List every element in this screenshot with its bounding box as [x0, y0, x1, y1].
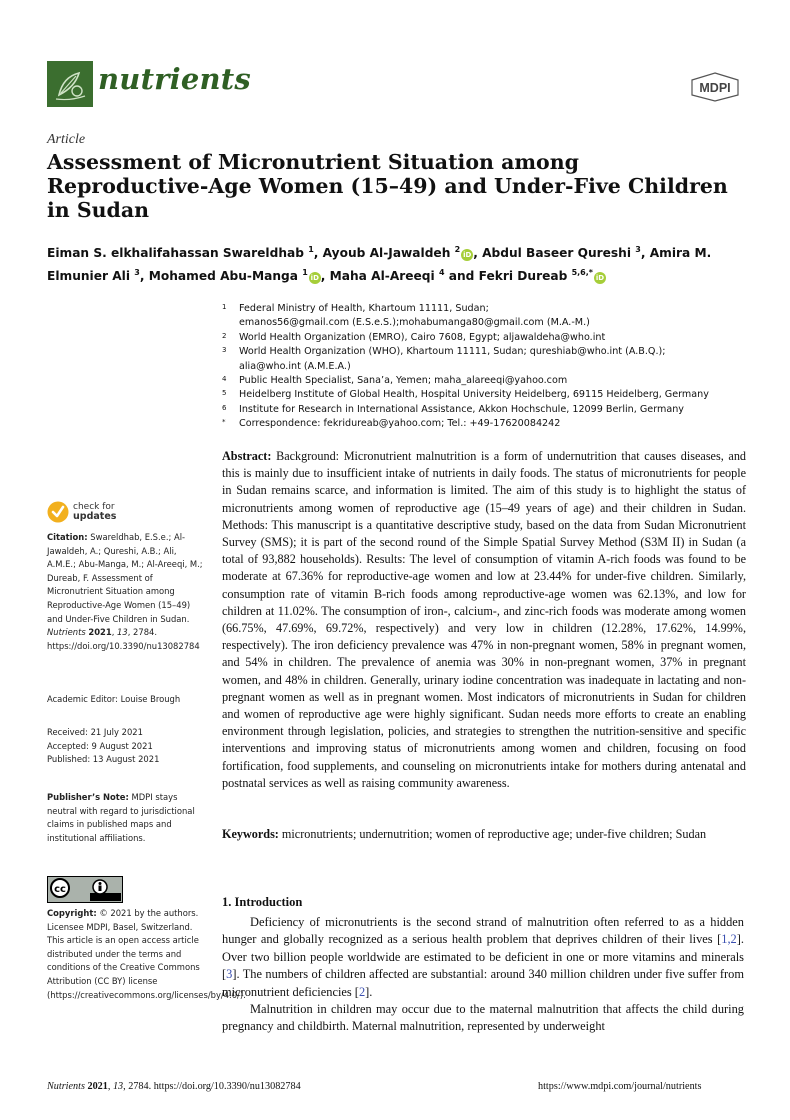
author-affil-ref: 1 — [302, 268, 308, 278]
citation-label: Citation: — [47, 532, 88, 542]
copyright-notice — [47, 907, 246, 1002]
footer-citation: Nutrients 2021, 13, 2784. https://doi.org/10.3390/nu13082784 — [47, 1081, 301, 1092]
citation-text: Swareldhab, E.S.e.; Al-Jawaldeh, A.; Qureshi, A.B.; Ali, A.M.E.; Abu-Manga, M.; Al-Areeqi, M.; Dureab, F. Assessment of Micronutrient Situation among Reproductive-Age Women (15–49) and Under-Five Children in Sudan. — [47, 532, 203, 624]
author-name[interactable]: Amira M. Elmunier Ali — [47, 246, 712, 284]
author-name[interactable]: Fekri Dureab — [478, 269, 568, 284]
citation-doi[interactable]: , 2784. https://doi.org/10.3390/nu13082784 — [47, 627, 200, 651]
paper-title: Assessment of Micronutrient Situation among Reproductive-Age Women (15–49) and Under-Five Children in Sudan — [47, 150, 728, 222]
intro-paragraph: Malnutrition in children may occur due to the maternal malnutrition that affects the child during pregnancy and childbirth. Maternal malnutrition, represented by underweight — [222, 1002, 744, 1034]
abstract-label: Abstract: — [222, 449, 272, 463]
received-date: Received: 21 July 2021 — [47, 727, 143, 737]
author-affil-ref: 5,6,* — [571, 268, 593, 278]
citation-journal: Nutrients — [47, 627, 86, 638]
academic-editor: Academic Editor: Louise Brough — [47, 694, 181, 704]
accepted-date: Accepted: 9 August 2021 — [47, 740, 153, 751]
author-name[interactable]: Eiman S. elkhalifahassan Swareldhab — [47, 246, 304, 261]
citation-link[interactable]: 1,2 — [721, 932, 737, 947]
affiliation-line: 5 Heidelberg Institute of Global Health, Hospital University Heidelberg, 69115 Heidelberg, Germany — [222, 389, 709, 401]
journal-logo — [47, 61, 93, 107]
check-updates-icon — [47, 500, 69, 524]
affiliation-line: 4 Public Health Specialist, Sana’a, Yemen; maha_alareeqi@yahoo.com — [222, 375, 568, 387]
keywords-label: Keywords: — [222, 827, 279, 841]
author-affil-ref: 3 — [635, 245, 641, 254]
author-name[interactable]: Abdul Baseer Qureshi — [482, 246, 632, 261]
section-heading: 1. Introduction — [222, 895, 303, 909]
footer-doi[interactable]: , 2784. https://doi.org/10.3390/nu13082784 — [123, 1081, 301, 1092]
author-affil-ref: 4 — [438, 268, 445, 278]
affiliation-line: 6 Institute for Research in International Assistance, Akkon Hochschule, 12099 Berlin, Germany — [222, 403, 684, 415]
author-name[interactable]: Mohamed Abu-Manga — [148, 269, 298, 284]
check-for-updates-button[interactable] — [47, 500, 187, 528]
publisher-note-text: MDPI stays neutral with regard to jurisdictional claims in published maps and institutional affiliations. — [47, 792, 195, 843]
abstract — [222, 448, 746, 792]
citation-volume: 13 — [117, 627, 128, 638]
journal-name[interactable]: nutrients — [98, 62, 251, 96]
abstract-text: Background: Micronutrient malnutrition is a form of undernutrition that causes diseases, and this is mainly due to insufficient intake of nutrients in daily foods. The status of micronutrients for people in Sudan remains scarce, and information is limited. The aim of this study is to highlight the status of micronutrients among women of reproductive age (15–49 years of age) and their children in Sudan. Methods: This manuscript is a quantitative descriptive study, based on the data from Sudan Micronutrient Survey (SMS); it is part of the second round of the Simple Spatial Survey Method (S3M II) in Sudan (a total of 93,882 households). Results: The level of consumption of vitamin A-rich foods was found to be moderate at 67.36% for reproductive-age women and low at 23.44% for under-five children. Similarly, consumption rate of vitamin B-rich foods among reproductive-age women was 62.13%, and low for children at 11.02%. The consumption of iron-, calcium-, and zinc-rich foods was moderate among women (66.75%, 47.69%, 69.72%, respectively) and very low in children (12.28%, 17.62%, 14.99%, respectively). The iron deficiency prevalence was 47% in non-pregnant women, 58% in pregnant women, and 54% in children. The prevalence of anemia was 30% in non-pregnant women, 37% in pregnant women, and 48% in children. Generally, urinary iodine concentration was inadequate in lactating and non-pregnant women as well as in pregnant women. Most indicators of micronutrients in Sudan for children and women of reproductive age were highly significant. Sudan needs more efforts to create an enabling environment through legislation, policies, and strategies to strengthen the nutrition-sensitive and specific interventions and improving status of micronutrients among women and children, focusing on food fortification, food supplements, and counseling on micronutrients intake for mothers during antenatal and postnatal services as well as raising community awareness. — [222, 449, 747, 790]
footer-journal-url[interactable]: https://www.mdpi.com/journal/nutrients — [538, 1081, 702, 1092]
citation-year: 2021 — [88, 627, 112, 638]
keywords — [222, 826, 752, 843]
citation-link[interactable]: 3 — [226, 967, 233, 982]
orcid-icon[interactable]: iD — [463, 251, 472, 260]
copyright-text: © 2021 by the authors. Licensee MDPI, Basel, Switzerland. This article is an open access article distributed under the terms and conditions of the Creative Commons Attribution (CC BY) license (https://creativecommons.org/licenses/by/4.0/). — [47, 908, 246, 1000]
author-name[interactable]: Ayoub Al-Jawaldeh — [322, 246, 451, 261]
author-affil-ref: 1 — [308, 245, 314, 254]
keywords-text: micronutrients; undernutrition; women of reproductive age; under-five children; Sudan — [281, 827, 707, 841]
affiliation-line: alia@who.int (A.M.E.A.) — [239, 360, 351, 372]
cc-icon: cc — [54, 884, 66, 895]
author-affil-ref: 3 — [134, 268, 140, 278]
cc-by-license-badge[interactable] — [47, 876, 123, 903]
citation-block: Citation: Swareldhab, E.S.e.; Al-Jawaldeh, A.; Qureshi, A.B.; Ali, A.M.E.; Abu-Manga, M.; Al-Areeqi, M.; Dureab, F. Assessment of Micronutrient Situation among Reproductive-Age Women (15–49) and Under-Five Children in Sudan. Nutrients 2021, 13, 2784. https://doi.org/10.3390/nu13082784 — [47, 532, 203, 651]
article-type: Article — [47, 132, 86, 147]
author-conjunction: and — [448, 269, 475, 284]
published-date: Published: 13 August 2021 — [47, 754, 160, 765]
affiliations — [222, 302, 752, 432]
introduction-body — [222, 914, 744, 1036]
citation-link[interactable]: 2 — [358, 984, 366, 999]
check-updates-label: check for updates — [73, 502, 117, 522]
publisher-note — [47, 791, 207, 845]
author-name[interactable]: Maha Al-Areeqi — [329, 269, 435, 284]
mdpi-text: MDPI — [699, 81, 731, 95]
affiliation-line: 3 World Health Organization (WHO), Khartoum 11111, Sudan; qureshiab@who.int (A.B.Q.); — [222, 346, 666, 358]
publisher-note-label: Publisher’s Note: — [47, 792, 129, 802]
intro-paragraph: Deficiency of micronutrients is the second strand of malnutrition often referred to as a hidden hunger and globally recognized as a serious health problem that deprives children of their lives [1,2]. Over two billion people worldwide are estimated to be deficient in one or more vitamins and minerals [3]. The numbers of children affected are substantial: around 340 million children under five suffer from micronutrient deficiencies [2]. — [222, 915, 744, 999]
copyright-label: Copyright: — [47, 908, 97, 918]
correspondence-line: * Correspondence: fekridureab@yahoo.com; Tel.: +49-17620084242 — [222, 418, 561, 430]
affiliation-line: 2 World Health Organization (EMRO), Cairo 7608, Egypt; aljawaldeha@who.int — [222, 331, 606, 343]
dates-block — [47, 726, 207, 767]
author-affil-ref: 2 — [454, 245, 461, 254]
orcid-icon[interactable]: iD — [310, 274, 319, 283]
author-list: Eiman S. elkhalifahassan Swareldhab $^1$, Ayoub Al-Jawaldeh $^2$iD , Abdul Baseer Qureshi $^3$, Amira M. Elmunier Ali $^3$, Mohamed Abu-Manga $^1$iD , Maha Al-Areeqi $^4$ and Fekri Dureab $^{5,6,*}$iD — [47, 245, 712, 284]
mdpi-logo[interactable] — [686, 72, 744, 102]
affiliation-line: 1 Federal Ministry of Health, Khartoum 11111, Sudan; — [222, 303, 489, 314]
orcid-icon[interactable]: iD — [595, 274, 605, 283]
affiliation-line: emanos56@gmail.com (E.S.e.S.);mohabumanga80@gmail.com (M.A.-M.) — [239, 317, 590, 329]
